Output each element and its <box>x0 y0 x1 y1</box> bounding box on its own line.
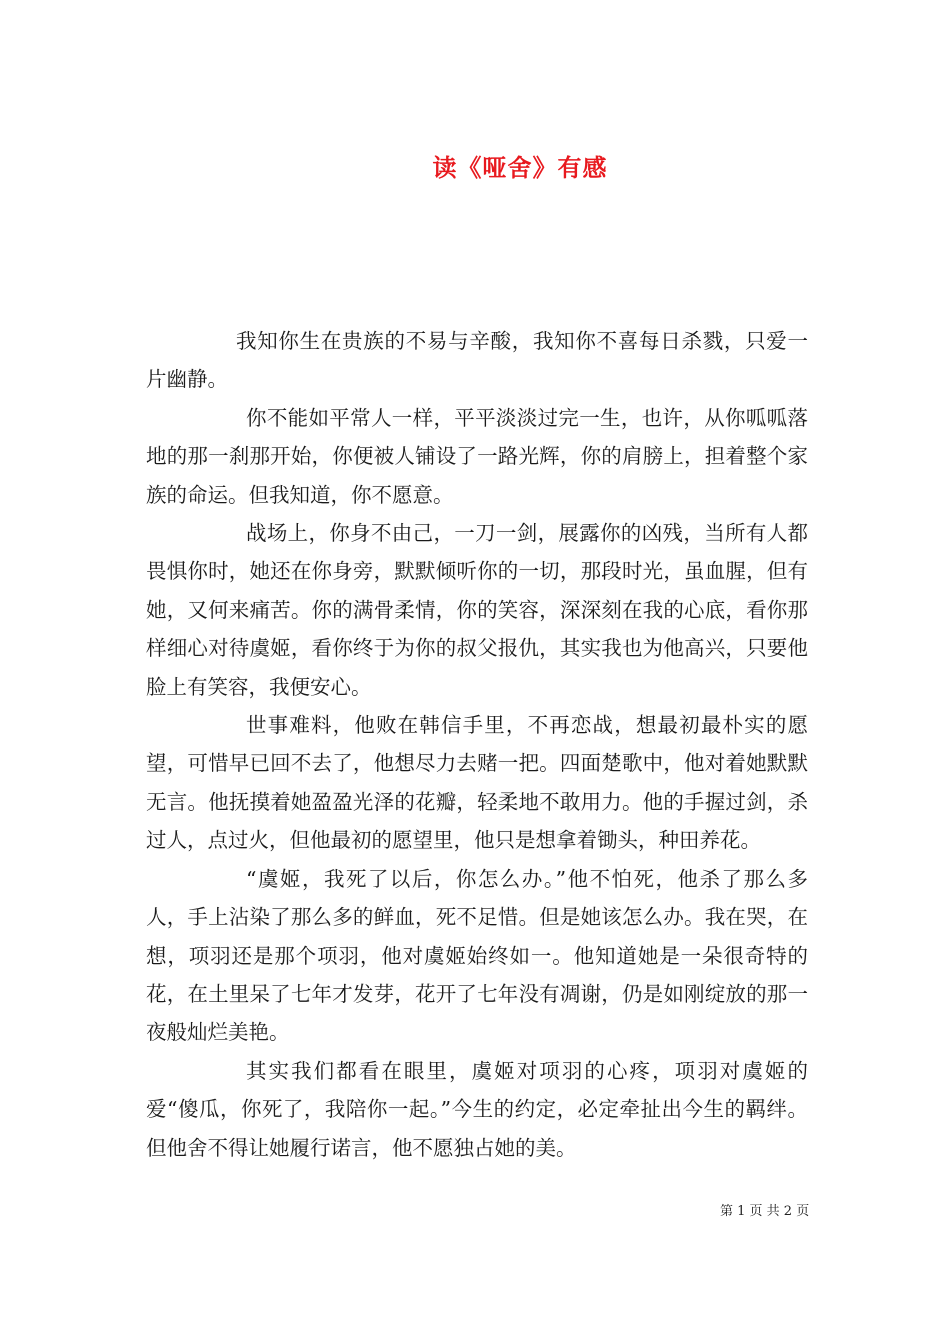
paragraph-2: 你不能如平常人一样，平平淡淡过完一生，也许，从你呱呱落地的那一刹那开始，你便被人铺设了一路光辉，你的肩膀上，担着整个家族的命运。但我知道，你不愿意。 <box>146 405 808 507</box>
paragraph-1: 我知你生在贵族的不易与辛酸，我知你不喜每日杀戮，只爱一片幽静。 <box>146 329 808 392</box>
paragraph-3: 战场上，你身不由己，一刀一剑，展露你的凶残，当所有人都畏惧你时，她还在你身旁，默默倾听你的一切，那段时光，虽血腥，但有她，又何来痛苦。你的满骨柔情，你的笑容，深深刻在我的心底，看你那样细心对待虞姬，看你终于为你的叔父报仇，其实我也为他高兴，只要他脸上有笑容，我便安心。 <box>146 521 808 699</box>
paragraph-6: 其实我们都看在眼里，虞姬对项羽的心疼，项羽对虞姬的爱“傻瓜，你死了，我陪你一起。”今生的约定，必定牵扯出今生的羁绊。但他舍不得让她履行诺言，他不愿独占她的美。 <box>146 1058 808 1160</box>
paragraph-4: 世事难料，他败在韩信手里，不再恋战，想最初最朴实的愿望，可惜早已回不去了，他想尽力去赌一把。四面楚歌中，他对着她默默无言。他抚摸着她盈盈光泽的花瓣，轻柔地不敢用力。他的手握过剑，杀过人，点过火，但他最初的愿望里，他只是想拿着锄头，种田养花。 <box>146 713 808 853</box>
document-title: 读《哑舍》有感 <box>432 153 608 183</box>
document-body <box>146 322 808 1167</box>
page-number-footer: 第 1 页 共 2 页 <box>720 1204 810 1219</box>
paragraph-5: “虞姬，我死了以后，你怎么办。”他不怕死，他杀了那么多人，手上沾染了那么多的鲜血，死不足惜。但是她该怎么办。我在哭，在想，项羽还是那个项羽，他对虞姬始终如一。他知道她是一朵很奇特的花，在土里呆了七年才发芽，花开了七年没有凋谢，仍是如刚绽放的那一夜般灿烂美艳。 <box>146 866 808 1045</box>
